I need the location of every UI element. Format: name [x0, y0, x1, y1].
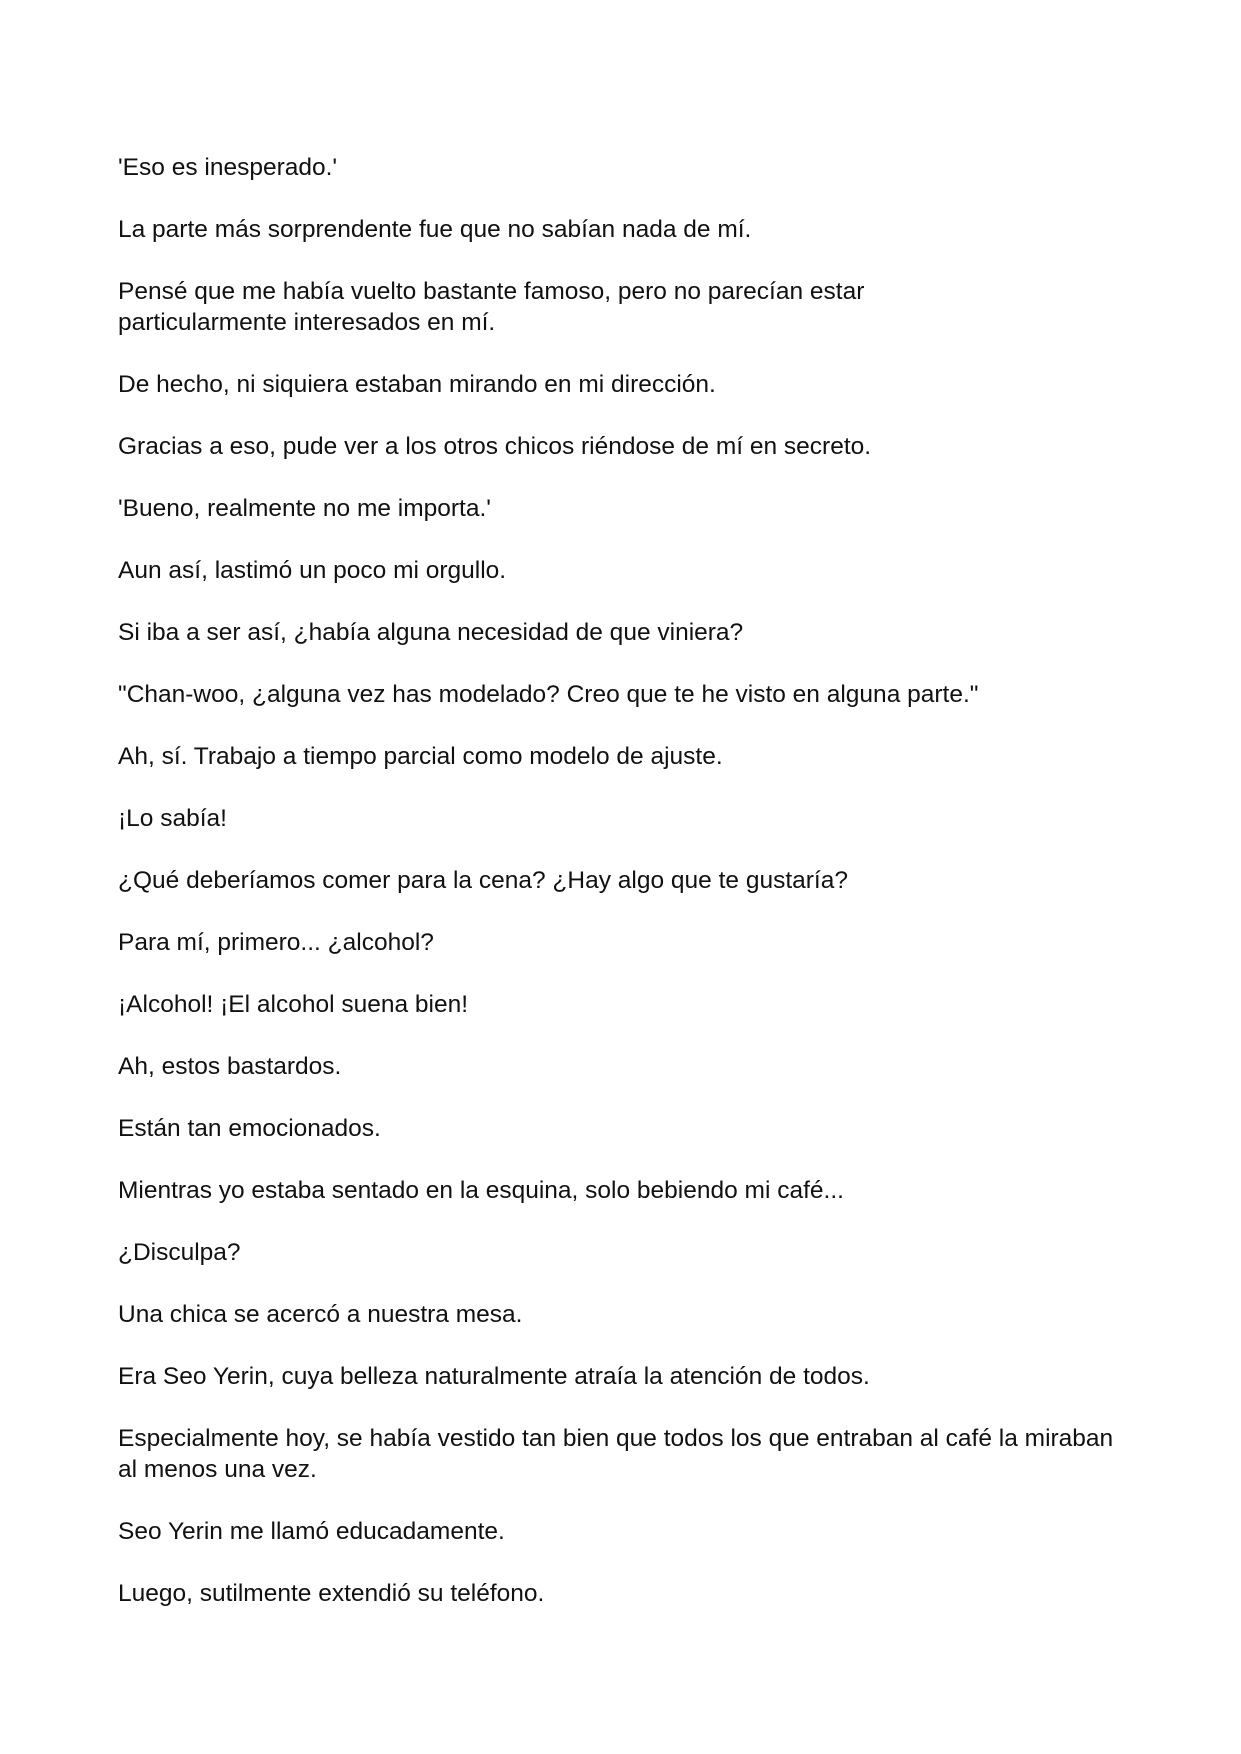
paragraph: ¡Lo sabía! [118, 805, 227, 832]
paragraph: La parte más sorprendente fue que no sabían nada de mí. [118, 216, 752, 243]
paragraph: 'Eso es inesperado.' [118, 154, 338, 181]
paragraph: Mientras yo estaba sentado en la esquina, solo bebiendo mi café... [118, 1177, 844, 1204]
paragraph: Seo Yerin me llamó educadamente. [118, 1518, 505, 1545]
paragraph: Si iba a ser así, ¿había alguna necesidad de que viniera? [118, 619, 744, 646]
document-body [118, 152, 1128, 1640]
paragraph: Aun así, lastimó un poco mi orgullo. [118, 557, 507, 584]
paragraph: Especialmente hoy, se había vestido tan bien que todos los que entraban al café la miraban al menos una vez. [118, 1425, 1114, 1483]
paragraph: "Chan-woo, ¿alguna vez has modelado? Creo que te he visto en alguna parte." [118, 681, 979, 708]
paragraph: Luego, sutilmente extendió su teléfono. [118, 1580, 545, 1607]
paragraph: Gracias a eso, pude ver a los otros chicos riéndose de mí en secreto. [118, 433, 872, 460]
paragraph: Ah, estos bastardos. [118, 1053, 342, 1080]
paragraph: Están tan emocionados. [118, 1115, 381, 1142]
paragraph: Una chica se acercó a nuestra mesa. [118, 1301, 523, 1328]
paragraph: ¿Disculpa? [118, 1239, 241, 1266]
paragraph: ¡Alcohol! ¡El alcohol suena bien! [118, 991, 469, 1018]
paragraph: Pensé que me había vuelto bastante famoso, pero no parecían estar particularmente interesados en mí. [118, 278, 865, 336]
paragraph: ¿Qué deberíamos comer para la cena? ¿Hay algo que te gustaría? [118, 867, 848, 894]
paragraph: De hecho, ni siquiera estaban mirando en mi dirección. [118, 371, 716, 398]
paragraph: Ah, sí. Trabajo a tiempo parcial como modelo de ajuste. [118, 743, 723, 770]
paragraph: Era Seo Yerin, cuya belleza naturalmente atraía la atención de todos. [118, 1363, 870, 1390]
paragraph: 'Bueno, realmente no me importa.' [118, 495, 491, 522]
paragraph: Para mí, primero... ¿alcohol? [118, 929, 434, 956]
